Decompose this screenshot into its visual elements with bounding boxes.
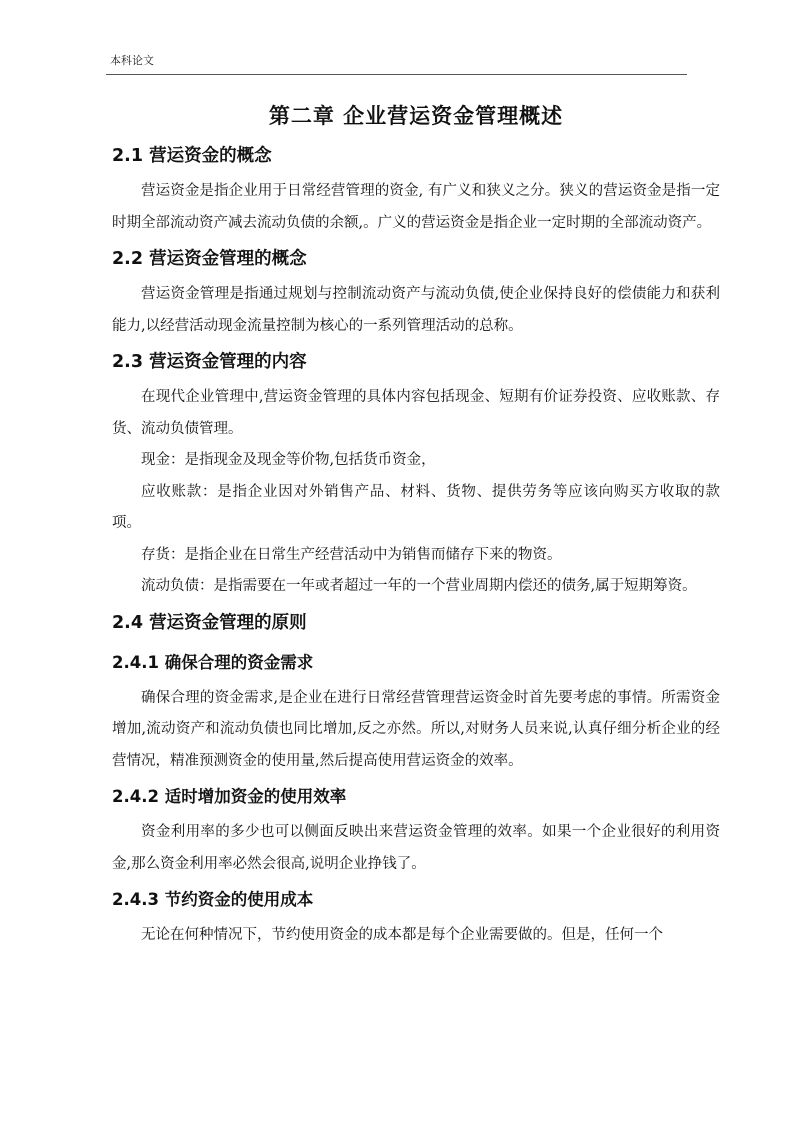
paragraph: 流动负债：是指需要在一年或者超过一年的一个营业周期内偿还的债务,属于短期筹资。 xyxy=(141,578,697,594)
paragraph: 无论在何种情况下，节约使用资金的成本都是每个企业需要做的。但是，任何一个 xyxy=(141,927,663,943)
section-heading-2-2: 2.2 营运资金管理的概念 xyxy=(112,249,307,269)
chapter-title: 第二章 企业营运资金管理概述 xyxy=(268,104,564,128)
page-header: 本科论文 xyxy=(110,54,154,67)
paragraph: 应收账款：是指企业因对外销售产品、材料、货物、提供劳务等应该向购买方收取的款项。 xyxy=(112,483,720,531)
paragraph: 在现代企业管理中,营运资金管理的具体内容包括现金、短期有价证券投资、应收账款、存货、流动负债管理。 xyxy=(112,389,720,437)
section-heading-2-1: 2.1 营运资金的概念 xyxy=(112,146,272,166)
subsection-heading-2-4-2: 2.4.2 适时增加资金的使用效率 xyxy=(112,787,347,806)
subsection-heading-2-4-1: 2.4.1 确保合理的资金需求 xyxy=(112,652,314,672)
section-heading-2-3: 2.3 营运资金管理的内容 xyxy=(112,352,307,372)
paragraph: 资金利用率的多少也可以侧面反映出来营运资金管理的效率。如果一个企业很好的利用资金,那么资金利用率必然会很高,说明企业挣钱了。 xyxy=(112,824,720,872)
paragraph: 存货：是指企业在日常生产经营活动中为销售而储存下来的物资。 xyxy=(141,546,562,563)
section-heading-2-4: 2.4 营运资金管理的原则 xyxy=(112,612,307,633)
paragraph: 营运资金是指企业用于日常经营管理的资金, 有广义和狭义之分。狭义的营运资金是指一定时期全部流动资产减去流动负债的余额,。广义的营运资金是指企业一定时期的全部流动资产。 xyxy=(112,183,720,231)
document-body xyxy=(112,96,720,952)
paragraph: 现金：是指现金及现金等价物,包括货币资金， xyxy=(141,452,436,468)
paragraph: 营运资金管理是指通过规划与控制流动资产与流动负债,使企业保持良好的偿债能力和获利能力,以经营活动现金流量控制为核心的一系列管理活动的总称。 xyxy=(112,286,720,334)
paragraph: 确保合理的资金需求,是企业在进行日常经营管理营运资金时首先要考虑的事情。所需资金增加,流动资产和流动负债也同比增加,反之亦然。所以,对财务人员来说,认真仔细分析企业的经营情况，精准预测资金的使用量,然后提高使用营运资金的效率。 xyxy=(112,689,720,769)
subsection-heading-2-4-3: 2.4.3 节约资金的使用成本 xyxy=(112,890,314,909)
header-divider xyxy=(106,74,687,75)
